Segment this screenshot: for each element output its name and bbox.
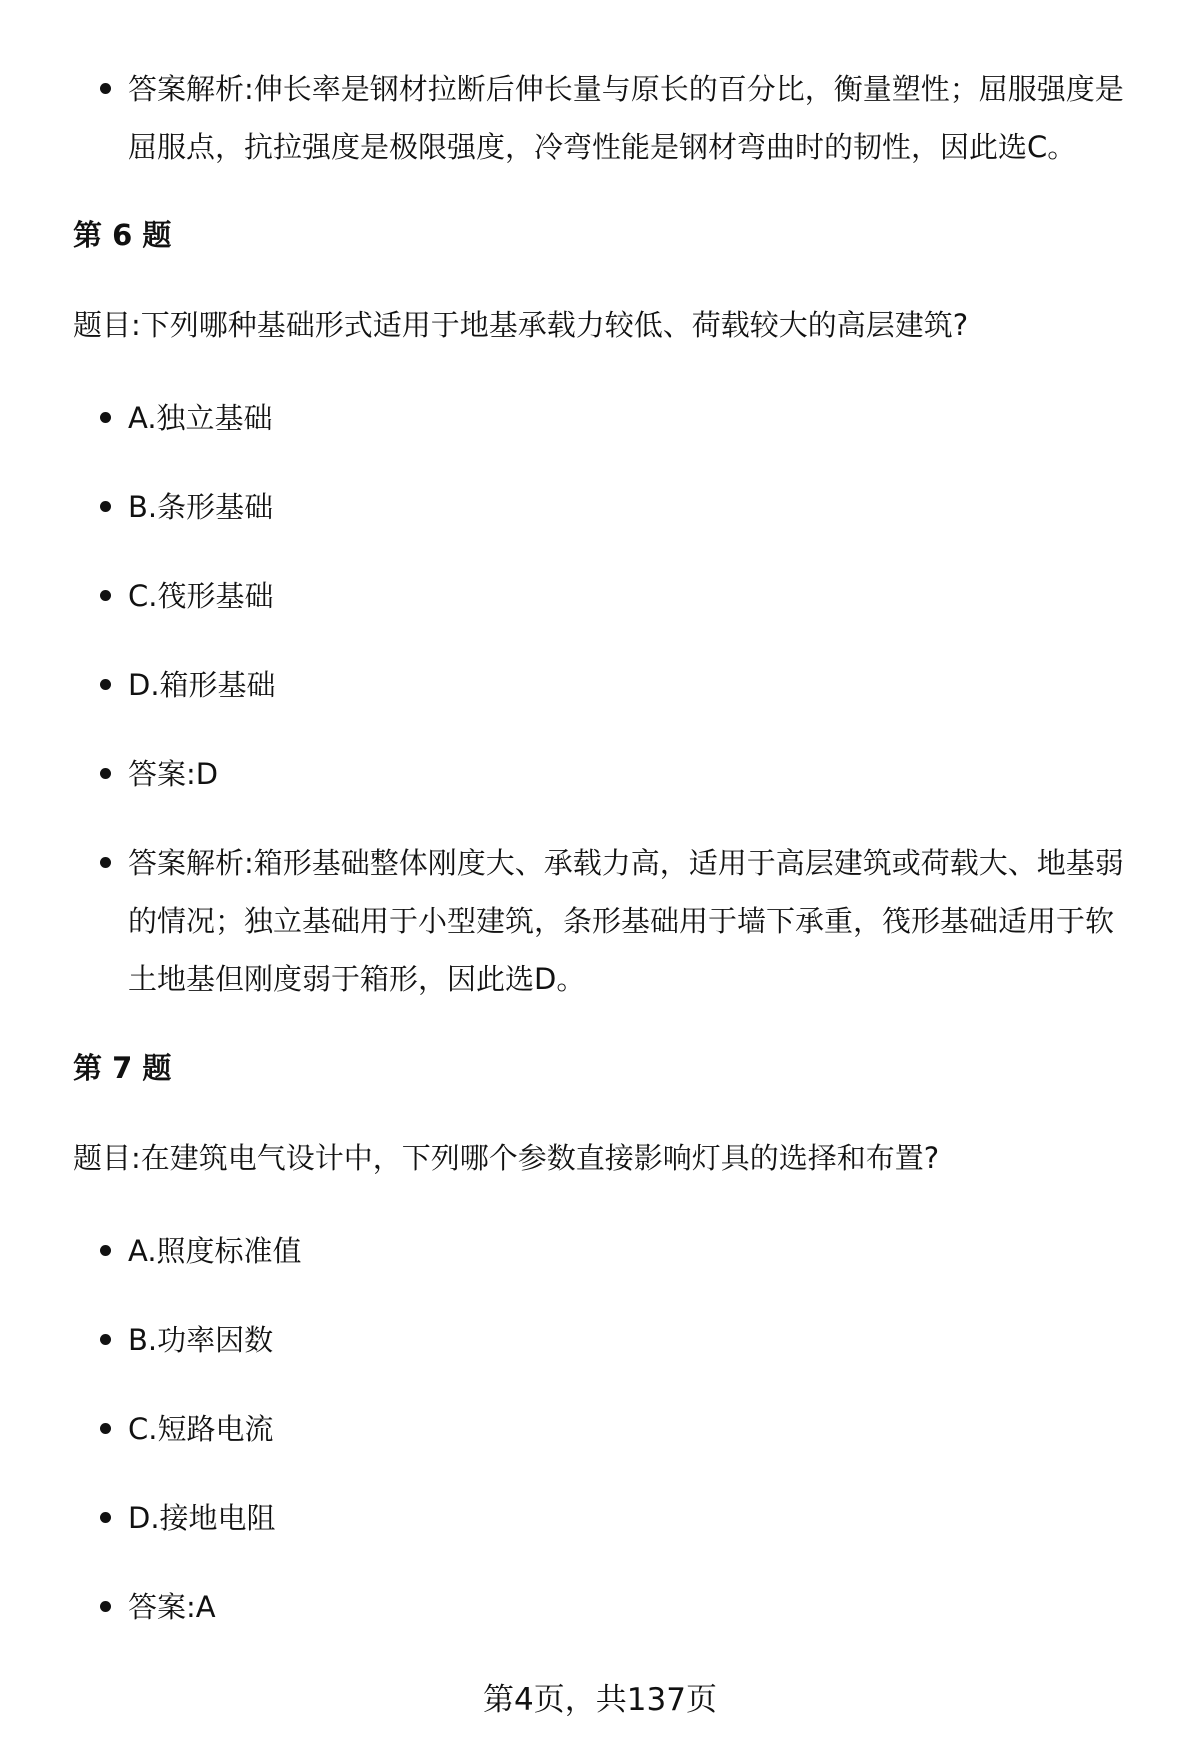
q7-option-d: D.接地电阻: [73, 1489, 1153, 1547]
q6-heading: 第 6 题: [73, 218, 172, 252]
q6-explanation-line-1: 答案解析:箱形基础整体刚度大、承载力高，适用于高层建筑或荷载大、地基弱: [128, 846, 1124, 880]
q6-answer: 答案:D: [73, 745, 1153, 803]
prev-explanation-item: [73, 60, 1153, 176]
bullet-icon: [100, 590, 111, 601]
q6-option-c: C.筏形基础: [73, 567, 1153, 625]
prev-explanation-line-1: 答案解析:伸长率是钢材拉断后伸长量与原长的百分比，衡量塑性；屈服强度是: [128, 72, 1124, 106]
bullet-icon: [100, 1245, 111, 1256]
bullet-icon: [100, 1512, 111, 1523]
q7-option-b: B.功率因数: [73, 1311, 1153, 1369]
q6-question: 题目:下列哪种基础形式适用于地基承载力较低、荷载较大的高层建筑?: [73, 308, 969, 342]
q6-explanation-line-2: 的情况；独立基础用于小型建筑，条形基础用于墙下承重，筏形基础适用于软: [128, 904, 1115, 938]
q7-option-c: C.短路电流: [73, 1400, 1153, 1458]
q7-question: 题目:在建筑电气设计中，下列哪个参数直接影响灯具的选择和布置?: [73, 1141, 940, 1175]
bullet-icon: [100, 501, 111, 512]
q6-option-b: B.条形基础: [73, 478, 1153, 536]
bullet-icon: [100, 768, 111, 779]
q6-option-d: D.箱形基础: [73, 656, 1153, 714]
bullet-icon: [100, 679, 111, 690]
bullet-icon: [100, 857, 111, 868]
q6-explanation-line-3: 土地基但刚度弱于箱形，因此选D。: [128, 962, 586, 996]
q7-option-a: A.照度标准值: [73, 1222, 1153, 1280]
prev-explanation-line-2: 屈服点，抗拉强度是极限强度，冷弯性能是钢材弯曲时的韧性，因此选C。: [128, 130, 1077, 164]
bullet-icon: [100, 1334, 111, 1345]
bullet-icon: [100, 412, 111, 423]
page-number-footer: 第4页，共137页: [483, 1682, 717, 1718]
bullet-icon: [100, 1423, 111, 1434]
bullet-icon: [100, 1601, 111, 1612]
q7-answer: 答案:A: [73, 1578, 1153, 1636]
q7-heading: 第 7 题: [73, 1051, 172, 1085]
bullet-icon: [100, 83, 111, 94]
q6-option-a: A.独立基础: [73, 389, 1153, 447]
q6-explanation: [73, 834, 1153, 1008]
